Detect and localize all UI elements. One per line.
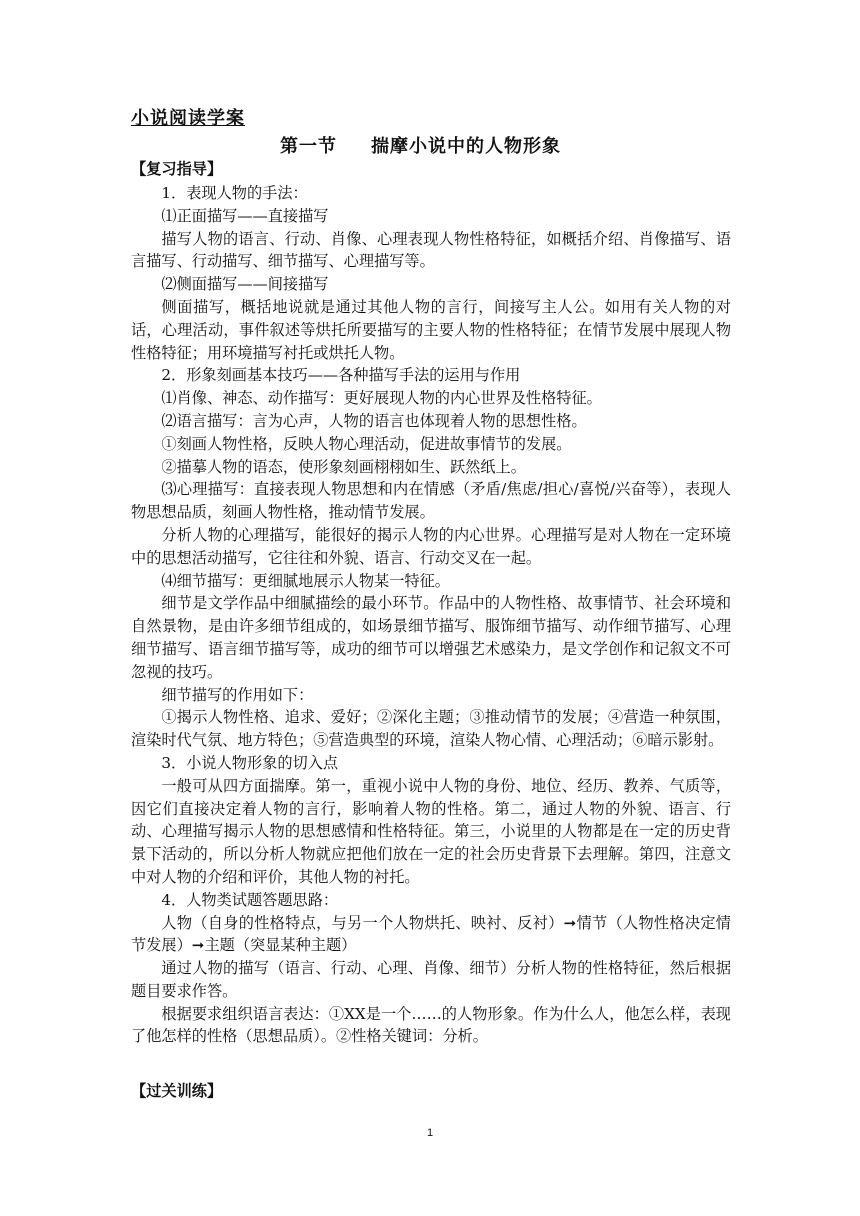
paragraph: ①刻画人物性格，反映人物心理活动，促进故事情节的发展。 — [161, 434, 572, 453]
paragraph: 细节是文学作品中细腻描绘的最小环节。作品中的人物性格、故事情节、社会环境和自然景物，是由许多细节组成的，如场景细节描写、服饰细节描写、动作细节描写、心理细节描写、语言细节描写等，成功的细节可以增强艺术感染力，是文学创作和记叙文不可忽视的技巧。 — [131, 594, 731, 681]
paragraph: 3．小说人物形象的切入点 — [161, 753, 339, 772]
paragraph: ②描摹人物的语态，使形象刻画栩栩如生、跃然纸上。 — [161, 457, 526, 476]
document-title: 小说阅读学案 — [131, 108, 245, 129]
review-guide-heading: 【复习指导】 — [131, 160, 223, 178]
practice-heading: 【过关训练】 — [131, 1082, 223, 1100]
paragraph: ⑴正面描写——直接描写 — [161, 206, 329, 225]
paragraph: ⑶心理描写：直接表现人物思想和内在情感（矛盾/焦虑/担心/喜悦/兴奋等），表现人物思想品质，刻画人物性格，推动情节发展。 — [131, 480, 731, 522]
paragraph: 一般可从四方面揣摩。第一，重视小说中人物的身份、地位、经历、教养、气质等，因它们直接决定着人物的言行，影响着人物的性格。第二，通过人物的外貌、语言、行动、心理描写揭示人物的思想感情和性格特征。第三，小说里的人物都是在一定的历史背景下活动的，所以分析人物就应把他们放在一定的社会历史背景下去理解。第四，注意文中对人物的介绍和评价，其他人物的衬托。 — [131, 776, 731, 886]
section-name: 揣摩小说中的人物形象 — [371, 136, 561, 157]
review-guide-body — [131, 182, 731, 1048]
paragraph: 通过人物的描写（语言、行动、心理、肖像、细节）分析人物的性格特征，然后根据题目要求作答。 — [131, 959, 731, 1000]
paragraph: 侧面描写，概括地说就是通过其他人物的言行，间接写主人公。如用有关人物的对话，心理活动，事件叙述等烘托所要描写的主要人物的性格特征；在情节发展中展现人物性格特征；用环境描写衬托或烘托人物。 — [131, 297, 731, 362]
section-number: 第一节 — [280, 136, 337, 157]
paragraph: ⑵侧面描写——间接描写 — [161, 275, 329, 294]
paragraph: 1．表现人物的手法： — [161, 184, 308, 202]
paragraph: ⑷细节描写：更细腻地展示人物某一特征。 — [161, 571, 450, 590]
paragraph: 2．形象刻画基本技巧——各种描写手法的运用与作用 — [161, 366, 521, 385]
paragraph: ①揭示人物性格、追求、爱好；②深化主题；③推动情节的发展；④营造一种氛围，渲染时代气氛、地方特色；⑤营造典型的环境，渲染人物心情、心理活动；⑥暗示影射。 — [131, 708, 731, 750]
section-title — [280, 132, 561, 158]
page-number: 1 — [426, 1127, 434, 1139]
paragraph: 4．人物类试题答题思路： — [161, 890, 339, 909]
paragraph: ⑵语言描写：言为心声，人物的语言也体现着人物的思想性格。 — [161, 411, 587, 430]
paragraph: 描写人物的语言、行动、肖像、心理表现人物性格特征，如概括介绍、肖像描写、语言描写、行动描写、细节描写、心理描写等。 — [131, 229, 731, 271]
paragraph: 分析人物的心理描写，能很好的揭示人物的内心世界。心理描写是对人物在一定环境中的思想活动描写，它往往和外貌、语言、行动交叉在一起。 — [131, 525, 731, 567]
paragraph: ⑴肖像、神态、动作描写：更好展现人物的内心世界及性格特征。 — [161, 389, 602, 408]
paragraph: 根据要求组织语言表达：①XX是一个……的人物形象。作为什么人，他怎么样，表现了他怎样的性格（思想品质）。②性格关键词：分析。 — [131, 1004, 731, 1046]
paragraph: 人物（自身的性格特点，与另一个人物烘托、映衬、反衬）➞情节（人物性格决定情节发展）➞主题（突显某种主题） — [131, 913, 731, 955]
paragraph: 细节描写的作用如下： — [161, 685, 314, 704]
